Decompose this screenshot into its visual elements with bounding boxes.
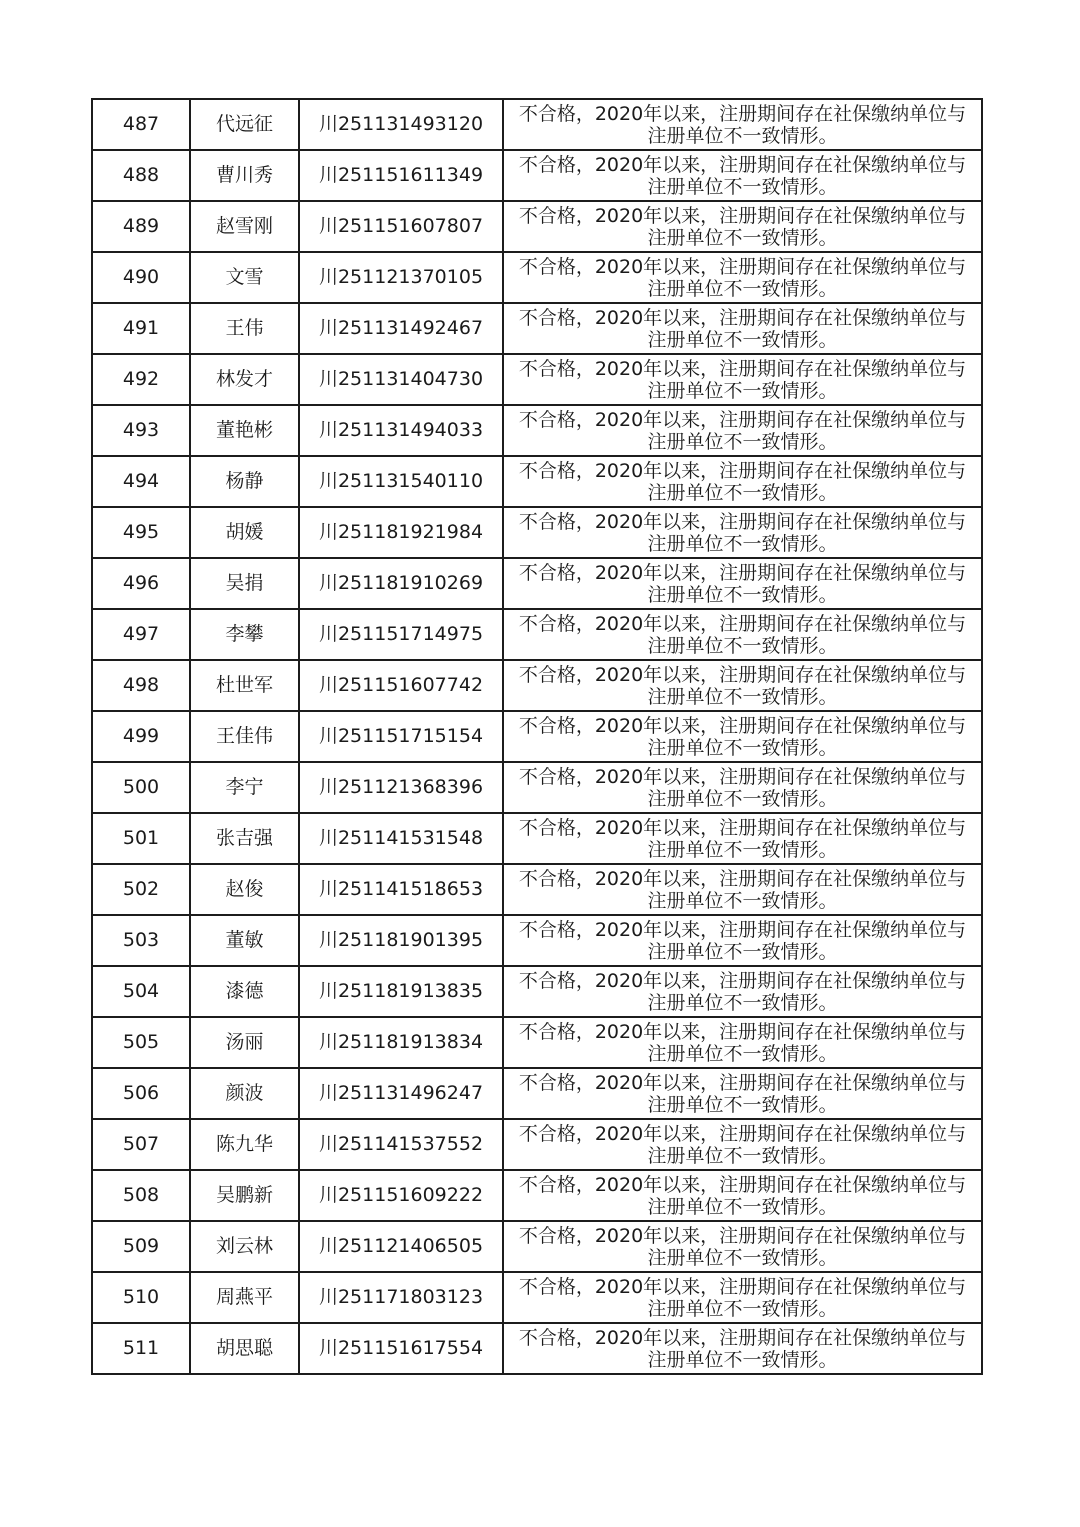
cell-number: 495 xyxy=(92,507,190,558)
table-row xyxy=(92,1272,982,1323)
result-line-2: 注册单位不一致情形。 xyxy=(647,736,838,759)
result-line-1: 不合格，2020年以来，注册期间存在社保缴纳单位与 xyxy=(518,918,967,941)
cell-name: 杜世军 xyxy=(190,660,299,711)
result-line-1: 不合格，2020年以来，注册期间存在社保缴纳单位与 xyxy=(518,102,967,125)
table-row xyxy=(92,762,982,813)
cell-name: 张吉强 xyxy=(190,813,299,864)
result-line-2: 注册单位不一致情形。 xyxy=(647,634,838,657)
table-row xyxy=(92,456,982,507)
cell-check-result xyxy=(503,1272,982,1323)
result-line-1: 不合格，2020年以来，注册期间存在社保缴纳单位与 xyxy=(518,969,967,992)
cell-check-result xyxy=(503,1119,982,1170)
cell-number: 494 xyxy=(92,456,190,507)
result-line-2: 注册单位不一致情形。 xyxy=(647,481,838,504)
cell-certificate-number: 川251151611349 xyxy=(299,150,503,201)
table-row xyxy=(92,1323,982,1374)
result-line-1: 不合格，2020年以来，注册期间存在社保缴纳单位与 xyxy=(518,204,967,227)
cell-check-result xyxy=(503,1170,982,1221)
result-line-1: 不合格，2020年以来，注册期间存在社保缴纳单位与 xyxy=(518,612,967,635)
cell-certificate-number: 川251121368396 xyxy=(299,762,503,813)
table-row xyxy=(92,966,982,1017)
result-line-2: 注册单位不一致情形。 xyxy=(647,532,838,555)
cell-name: 李宁 xyxy=(190,762,299,813)
cell-certificate-number: 川251131494033 xyxy=(299,405,503,456)
document-page xyxy=(91,98,981,1375)
cell-number: 504 xyxy=(92,966,190,1017)
cell-name: 王佳伟 xyxy=(190,711,299,762)
cell-name: 赵雪刚 xyxy=(190,201,299,252)
result-line-2: 注册单位不一致情形。 xyxy=(647,838,838,861)
cell-certificate-number: 川251141537552 xyxy=(299,1119,503,1170)
cell-number: 501 xyxy=(92,813,190,864)
cell-number: 492 xyxy=(92,354,190,405)
table-row xyxy=(92,609,982,660)
cell-name: 周燕平 xyxy=(190,1272,299,1323)
cell-certificate-number: 川251151609222 xyxy=(299,1170,503,1221)
cell-check-result xyxy=(503,1017,982,1068)
cell-number: 506 xyxy=(92,1068,190,1119)
cell-certificate-number: 川251151714975 xyxy=(299,609,503,660)
cell-check-result xyxy=(503,405,982,456)
cell-certificate-number: 川251141518653 xyxy=(299,864,503,915)
result-line-1: 不合格，2020年以来，注册期间存在社保缴纳单位与 xyxy=(518,561,967,584)
result-line-1: 不合格，2020年以来，注册期间存在社保缴纳单位与 xyxy=(518,663,967,686)
registration-check-table xyxy=(91,98,983,1375)
result-line-1: 不合格，2020年以来，注册期间存在社保缴纳单位与 xyxy=(518,255,967,278)
result-line-2: 注册单位不一致情形。 xyxy=(647,583,838,606)
result-line-2: 注册单位不一致情形。 xyxy=(647,1195,838,1218)
cell-certificate-number: 川251131492467 xyxy=(299,303,503,354)
cell-number: 490 xyxy=(92,252,190,303)
result-line-2: 注册单位不一致情形。 xyxy=(647,277,838,300)
cell-check-result xyxy=(503,711,982,762)
table-row xyxy=(92,405,982,456)
result-line-1: 不合格，2020年以来，注册期间存在社保缴纳单位与 xyxy=(518,1275,967,1298)
cell-number: 499 xyxy=(92,711,190,762)
cell-check-result xyxy=(503,558,982,609)
result-line-2: 注册单位不一致情形。 xyxy=(647,124,838,147)
table-body xyxy=(92,99,982,1374)
result-line-1: 不合格，2020年以来，注册期间存在社保缴纳单位与 xyxy=(518,1122,967,1145)
result-line-2: 注册单位不一致情形。 xyxy=(647,1042,838,1065)
cell-number: 487 xyxy=(92,99,190,150)
table-row xyxy=(92,660,982,711)
cell-number: 498 xyxy=(92,660,190,711)
result-line-2: 注册单位不一致情形。 xyxy=(647,175,838,198)
result-line-2: 注册单位不一致情形。 xyxy=(647,889,838,912)
result-line-1: 不合格，2020年以来，注册期间存在社保缴纳单位与 xyxy=(518,1020,967,1043)
cell-check-result xyxy=(503,150,982,201)
table-row xyxy=(92,558,982,609)
cell-number: 491 xyxy=(92,303,190,354)
cell-name: 吴鹏新 xyxy=(190,1170,299,1221)
cell-check-result xyxy=(503,303,982,354)
result-line-1: 不合格，2020年以来，注册期间存在社保缴纳单位与 xyxy=(518,510,967,533)
result-line-2: 注册单位不一致情形。 xyxy=(647,430,838,453)
result-line-2: 注册单位不一致情形。 xyxy=(647,685,838,708)
cell-name: 代远征 xyxy=(190,99,299,150)
cell-name: 胡媛 xyxy=(190,507,299,558)
result-line-1: 不合格，2020年以来，注册期间存在社保缴纳单位与 xyxy=(518,153,967,176)
table-row xyxy=(92,303,982,354)
result-line-1: 不合格，2020年以来，注册期间存在社保缴纳单位与 xyxy=(518,408,967,431)
table-row xyxy=(92,1068,982,1119)
result-line-1: 不合格，2020年以来，注册期间存在社保缴纳单位与 xyxy=(518,306,967,329)
table-row xyxy=(92,1119,982,1170)
cell-certificate-number: 川251131493120 xyxy=(299,99,503,150)
cell-certificate-number: 川251131404730 xyxy=(299,354,503,405)
cell-number: 488 xyxy=(92,150,190,201)
table-row xyxy=(92,150,982,201)
result-line-1: 不合格，2020年以来，注册期间存在社保缴纳单位与 xyxy=(518,765,967,788)
table-row xyxy=(92,915,982,966)
cell-name: 刘云林 xyxy=(190,1221,299,1272)
result-line-2: 注册单位不一致情形。 xyxy=(647,328,838,351)
table-row xyxy=(92,1221,982,1272)
cell-check-result xyxy=(503,966,982,1017)
cell-name: 胡思聪 xyxy=(190,1323,299,1374)
cell-certificate-number: 川251181901395 xyxy=(299,915,503,966)
table-row xyxy=(92,354,982,405)
cell-certificate-number: 川251131496247 xyxy=(299,1068,503,1119)
cell-check-result xyxy=(503,864,982,915)
cell-number: 505 xyxy=(92,1017,190,1068)
cell-certificate-number: 川251151617554 xyxy=(299,1323,503,1374)
cell-name: 李攀 xyxy=(190,609,299,660)
cell-certificate-number: 川251141531548 xyxy=(299,813,503,864)
cell-check-result xyxy=(503,99,982,150)
table-row xyxy=(92,1017,982,1068)
cell-certificate-number: 川251181921984 xyxy=(299,507,503,558)
cell-name: 杨静 xyxy=(190,456,299,507)
result-line-1: 不合格，2020年以来，注册期间存在社保缴纳单位与 xyxy=(518,714,967,737)
cell-number: 503 xyxy=(92,915,190,966)
cell-name: 陈九华 xyxy=(190,1119,299,1170)
cell-name: 汤丽 xyxy=(190,1017,299,1068)
result-line-1: 不合格，2020年以来，注册期间存在社保缴纳单位与 xyxy=(518,1173,967,1196)
cell-check-result xyxy=(503,507,982,558)
table-row xyxy=(92,711,982,762)
cell-check-result xyxy=(503,660,982,711)
result-line-2: 注册单位不一致情形。 xyxy=(647,991,838,1014)
result-line-1: 不合格，2020年以来，注册期间存在社保缴纳单位与 xyxy=(518,867,967,890)
cell-name: 赵俊 xyxy=(190,864,299,915)
cell-check-result xyxy=(503,762,982,813)
result-line-1: 不合格，2020年以来，注册期间存在社保缴纳单位与 xyxy=(518,816,967,839)
cell-check-result xyxy=(503,609,982,660)
cell-number: 500 xyxy=(92,762,190,813)
cell-name: 林发才 xyxy=(190,354,299,405)
cell-number: 507 xyxy=(92,1119,190,1170)
cell-number: 497 xyxy=(92,609,190,660)
cell-certificate-number: 川251181913835 xyxy=(299,966,503,1017)
cell-name: 董敏 xyxy=(190,915,299,966)
result-line-2: 注册单位不一致情形。 xyxy=(647,1246,838,1269)
result-line-2: 注册单位不一致情形。 xyxy=(647,1144,838,1167)
result-line-1: 不合格，2020年以来，注册期间存在社保缴纳单位与 xyxy=(518,1224,967,1247)
cell-name: 文雪 xyxy=(190,252,299,303)
result-line-2: 注册单位不一致情形。 xyxy=(647,787,838,810)
cell-check-result xyxy=(503,456,982,507)
result-line-2: 注册单位不一致情形。 xyxy=(647,1348,838,1371)
cell-certificate-number: 川251151715154 xyxy=(299,711,503,762)
cell-certificate-number: 川251181913834 xyxy=(299,1017,503,1068)
cell-name: 曹川秀 xyxy=(190,150,299,201)
result-line-2: 注册单位不一致情形。 xyxy=(647,379,838,402)
table-row xyxy=(92,99,982,150)
cell-certificate-number: 川251151607807 xyxy=(299,201,503,252)
cell-check-result xyxy=(503,1323,982,1374)
cell-number: 508 xyxy=(92,1170,190,1221)
cell-check-result xyxy=(503,915,982,966)
table-row xyxy=(92,252,982,303)
result-line-1: 不合格，2020年以来，注册期间存在社保缴纳单位与 xyxy=(518,357,967,380)
cell-certificate-number: 川251131540110 xyxy=(299,456,503,507)
cell-check-result xyxy=(503,354,982,405)
result-line-2: 注册单位不一致情形。 xyxy=(647,1297,838,1320)
cell-number: 509 xyxy=(92,1221,190,1272)
result-line-1: 不合格，2020年以来，注册期间存在社保缴纳单位与 xyxy=(518,1071,967,1094)
table-row xyxy=(92,507,982,558)
cell-name: 董艳彬 xyxy=(190,405,299,456)
cell-check-result xyxy=(503,813,982,864)
cell-number: 502 xyxy=(92,864,190,915)
table-row xyxy=(92,201,982,252)
cell-check-result xyxy=(503,201,982,252)
cell-number: 493 xyxy=(92,405,190,456)
result-line-1: 不合格，2020年以来，注册期间存在社保缴纳单位与 xyxy=(518,459,967,482)
cell-check-result xyxy=(503,1068,982,1119)
table-row xyxy=(92,1170,982,1221)
result-line-1: 不合格，2020年以来，注册期间存在社保缴纳单位与 xyxy=(518,1326,967,1349)
table-row xyxy=(92,864,982,915)
cell-name: 漆德 xyxy=(190,966,299,1017)
cell-number: 510 xyxy=(92,1272,190,1323)
cell-certificate-number: 川251181910269 xyxy=(299,558,503,609)
result-line-2: 注册单位不一致情形。 xyxy=(647,1093,838,1116)
cell-number: 489 xyxy=(92,201,190,252)
cell-number: 511 xyxy=(92,1323,190,1374)
cell-name: 王伟 xyxy=(190,303,299,354)
cell-certificate-number: 川251151607742 xyxy=(299,660,503,711)
cell-name: 颜波 xyxy=(190,1068,299,1119)
cell-check-result xyxy=(503,252,982,303)
cell-certificate-number: 川251171803123 xyxy=(299,1272,503,1323)
table-row xyxy=(92,813,982,864)
cell-certificate-number: 川251121406505 xyxy=(299,1221,503,1272)
result-line-2: 注册单位不一致情形。 xyxy=(647,940,838,963)
result-line-2: 注册单位不一致情形。 xyxy=(647,226,838,249)
cell-check-result xyxy=(503,1221,982,1272)
cell-certificate-number: 川251121370105 xyxy=(299,252,503,303)
cell-number: 496 xyxy=(92,558,190,609)
cell-name: 吴捐 xyxy=(190,558,299,609)
